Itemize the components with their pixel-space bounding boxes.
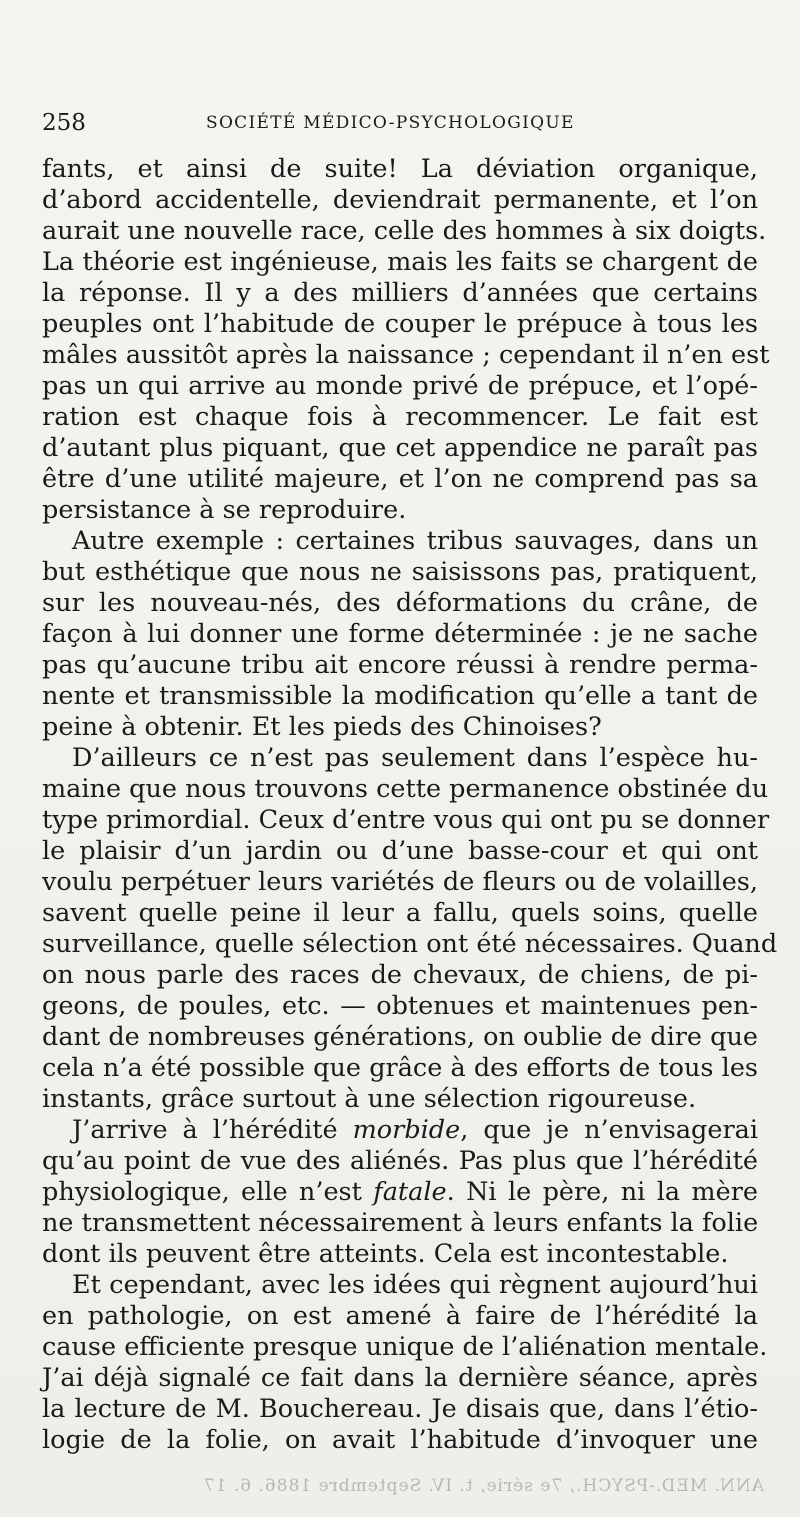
text-line: ne transmettent nécessairement à leurs enfants la folie	[42, 1208, 759, 1238]
text-line: pas qu’aucune tribu ait encore réussi à rendre perma-	[42, 650, 758, 680]
text-line: dont ils peuvent être atteints. Cela est incontestable.	[42, 1239, 729, 1269]
text-line: J’ai déjà signalé ce fait dans la dernière séance, après	[42, 1363, 758, 1393]
text-line: D’ailleurs ce n’est pas seulement dans l’espèce hu-	[72, 743, 758, 773]
text-line: dant de nombreuses générations, on oublie de dire que	[42, 1022, 758, 1052]
text-line: d’abord accidentelle, deviendrait permanente, et l’on	[42, 185, 758, 215]
text-line: J’arrive à l’hérédité morbide, que je n’envisagerai	[72, 1115, 758, 1145]
text-line: la lecture de M. Bouchereau. Je disais que, dans l’étio-	[42, 1394, 758, 1424]
text-line: physiologique, elle n’est fatale. Ni le père, ni la mère	[42, 1177, 758, 1207]
text-line: cause efficiente presque unique de l’aliénation mentale.	[42, 1332, 768, 1362]
text-line: on nous parle des races de chevaux, de chiens, de pi-	[42, 960, 758, 990]
text-line: instants, grâce surtout à une sélection rigoureuse.	[42, 1084, 697, 1114]
text-line: mâles aussitôt après la naissance ; cependant il n’en est	[42, 340, 770, 370]
text-line: peuples ont l’habitude de couper le prépuce à tous les	[42, 309, 758, 339]
text-line: d’autant plus piquant, que cet appendice ne paraît pas	[42, 433, 758, 463]
text-line: façon à lui donner une forme déterminée : je ne sache	[42, 619, 758, 649]
text-line: type primordial. Ceux d’entre vous qui ont pu se donner	[42, 805, 770, 835]
paragraph	[42, 743, 778, 1115]
show-through-footer: ANN. MED.-PSYCH., 7e série, t. IV. Septembre 1886. 6. 17	[202, 1476, 764, 1496]
text-line: sur les nouveau-nés, des déformations du crâne, de	[42, 588, 758, 618]
body-text	[42, 154, 778, 1456]
text-line: surveillance, quelle sélection ont été nécessaires. Quand	[42, 929, 778, 959]
text-line: être d’une utilité majeure, et l’on ne comprend pas sa	[42, 464, 758, 494]
paragraph	[42, 154, 770, 526]
text-line: persistance à se reproduire.	[42, 495, 407, 525]
text-line: La théorie est ingénieuse, mais les faits se chargent de	[42, 247, 758, 277]
text-line: logie de la folie, on avait l’habitude d’invoquer une	[42, 1425, 758, 1455]
paragraph	[42, 1270, 768, 1456]
text-line: pas un qui arrive au monde privé de prépuce, et l’opé-	[42, 371, 758, 401]
text-line: ration est chaque fois à recommencer. Le fait est	[42, 402, 758, 432]
running-head: SOCIÉTÉ MÉDICO-PSYCHOLOGIQUE	[206, 113, 575, 133]
text-line: aurait une nouvelle race, celle des hommes à six doigts.	[42, 216, 767, 246]
text-line: Autre exemple : certaines tribus sauvages, dans un	[72, 526, 758, 556]
text-line: maine que nous trouvons cette permanence obstinée du	[42, 774, 769, 804]
paragraph	[42, 526, 758, 743]
page-number: 258	[42, 110, 86, 136]
text-line: voulu perpétuer leurs variétés de fleurs ou de volailles,	[42, 867, 758, 897]
text-line: le plaisir d’un jardin ou d’une basse-cour et qui ont	[42, 836, 758, 866]
text-line: geons, de poules, etc. — obtenues et maintenues pen-	[42, 991, 758, 1021]
text-line: cela n’a été possible que grâce à des efforts de tous les	[42, 1053, 758, 1083]
paragraph	[42, 1115, 758, 1270]
text-line: but esthétique que nous ne saisissons pas, pratiquent,	[42, 557, 758, 587]
text-line: peine à obtenir. Et les pieds des Chinoises?	[42, 712, 602, 742]
text-line: en pathologie, on est amené à faire de l’hérédité la	[42, 1301, 758, 1331]
text-line: la réponse. Il y a des milliers d’années que certains	[42, 278, 758, 308]
text-line: fants, et ainsi de suite! La déviation organique,	[42, 154, 758, 184]
text-line: nente et transmissible la modification qu’elle a tant de	[42, 681, 758, 711]
text-line: qu’au point de vue des aliénés. Pas plus que l’hérédité	[42, 1146, 758, 1176]
text-line: savent quelle peine il leur a fallu, quels soins, quelle	[42, 898, 758, 928]
text-line: Et cependant, avec les idées qui règnent aujourd’hui	[72, 1270, 758, 1300]
